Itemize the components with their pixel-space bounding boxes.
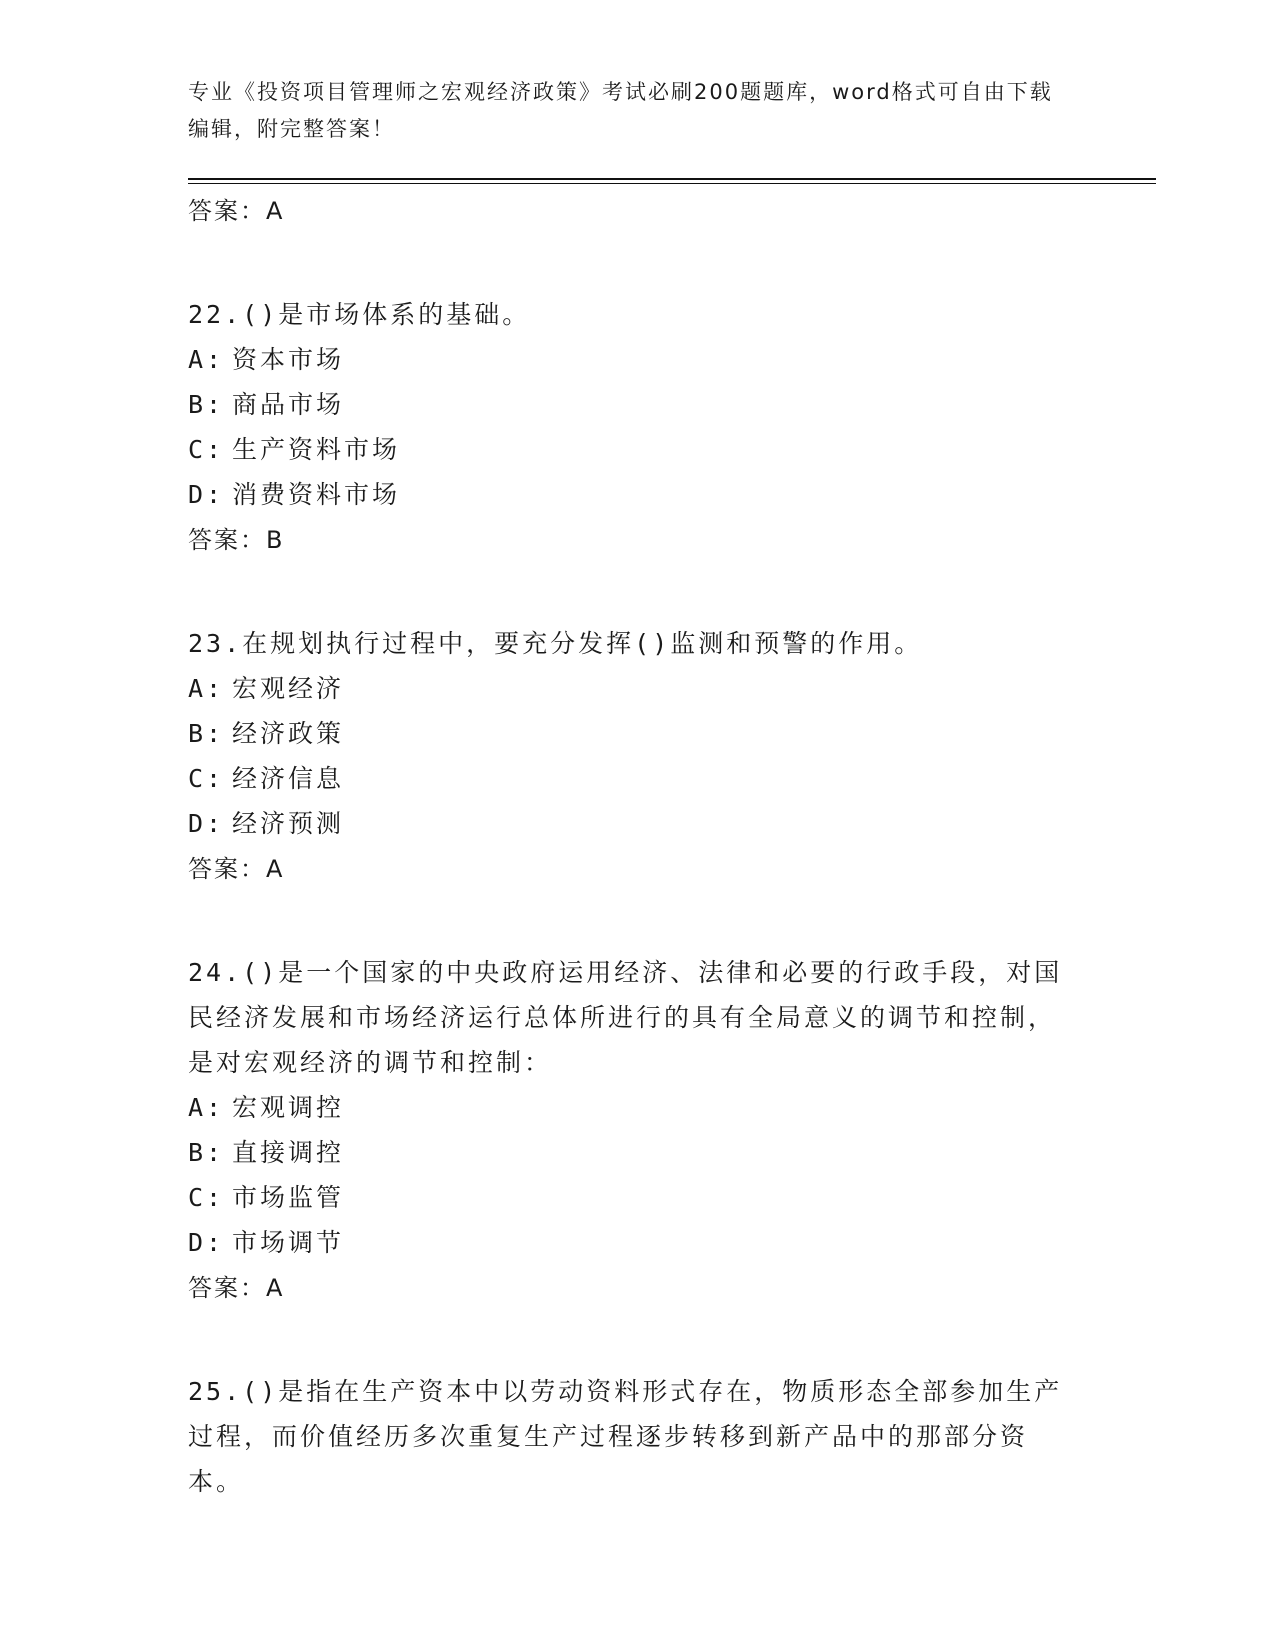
document-header: 专业《投资项目管理师之宏观经济政策》考试必刷200题题库，word格式可自由下载编辑，附完整答案！ (188, 80, 1053, 141)
option-b (188, 711, 1088, 756)
option-key: A: (188, 345, 225, 374)
option-key: A: (188, 674, 225, 703)
option-text: 经济信息 (232, 764, 345, 793)
question-stem: 25.()是指在生产资本中以劳动资料形式存在，物质形态全部参加生产过程，而价值经历多次重复生产过程逐步转移到新产品中的那部分资本。 (188, 1377, 1063, 1496)
option-d (188, 801, 1088, 846)
question-stem: 23.在规划执行过程中，要充分发挥()监测和预警的作用。 (188, 629, 923, 658)
option-c (188, 756, 1088, 801)
answer-line: 答案：A (188, 855, 285, 883)
spacer (188, 1311, 1088, 1369)
option-text: 宏观调控 (232, 1093, 345, 1122)
option-key: C: (188, 435, 225, 464)
option-c (188, 427, 1088, 472)
option-key: B: (188, 1138, 225, 1167)
option-a (188, 337, 1088, 382)
option-text: 经济政策 (232, 719, 345, 748)
option-b (188, 382, 1088, 427)
option-text: 生产资料市场 (232, 435, 401, 464)
question-block (188, 621, 1088, 892)
option-key: C: (188, 1183, 225, 1212)
answer-line: 答案：B (188, 526, 285, 554)
option-a (188, 666, 1088, 711)
option-text: 商品市场 (232, 390, 345, 419)
question-list (188, 188, 1088, 1504)
answer-line: 答案：A (188, 1274, 285, 1302)
option-key: D: (188, 1228, 225, 1257)
question-block (188, 292, 1088, 563)
document-page (188, 0, 1158, 1650)
header-rule (188, 178, 1156, 180)
option-key: B: (188, 390, 225, 419)
question-block (188, 1369, 1088, 1504)
option-d (188, 1220, 1088, 1265)
option-text: 市场调节 (232, 1228, 345, 1257)
option-text: 市场监管 (232, 1183, 345, 1212)
option-key: A: (188, 1093, 225, 1122)
spacer (188, 563, 1088, 621)
question-stem: 22.()是市场体系的基础。 (188, 300, 531, 329)
option-key: B: (188, 719, 225, 748)
option-text: 宏观经济 (232, 674, 345, 703)
option-b (188, 1130, 1088, 1175)
spacer (188, 892, 1088, 950)
option-text: 资本市场 (232, 345, 345, 374)
option-a (188, 1085, 1088, 1130)
spacer (188, 234, 1088, 292)
option-text: 经济预测 (232, 809, 345, 838)
header-rule-thin (188, 183, 1156, 184)
option-text: 消费资料市场 (232, 480, 401, 509)
question-block (188, 950, 1088, 1311)
answer-line: 答案：A (188, 197, 285, 225)
option-d (188, 472, 1088, 517)
question-stem: 24.()是一个国家的中央政府运用经济、法律和必要的行政手段，对国民经济发展和市场经济运行总体所进行的具有全局意义的调节和控制，是对宏观经济的调节和控制： (188, 958, 1063, 1077)
option-c (188, 1175, 1088, 1220)
option-key: C: (188, 764, 225, 793)
option-key: D: (188, 809, 225, 838)
option-key: D: (188, 480, 225, 509)
option-text: 直接调控 (232, 1138, 345, 1167)
